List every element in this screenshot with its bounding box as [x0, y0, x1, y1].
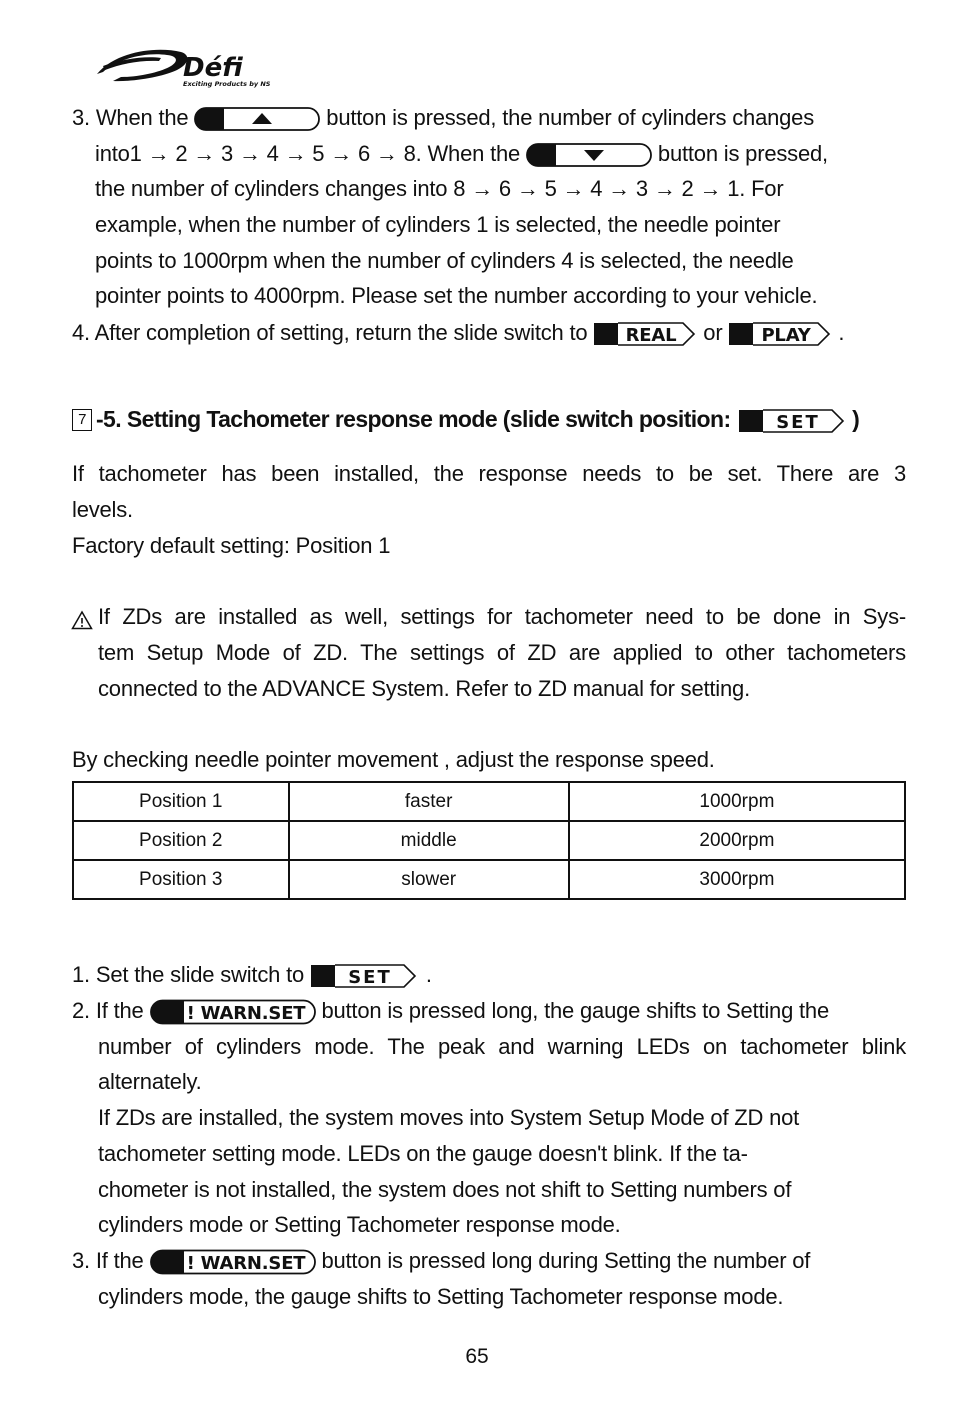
step3b-line1: 3. If the ! WARN.SET button is pressed long during Setting the number of: [72, 1248, 811, 1275]
table-cell: 2000rpm: [569, 821, 905, 860]
step2-line3: alternately.: [98, 1069, 202, 1094]
step2-line1: 2. If the ! WARN.SET button is pressed long, the gauge shifts to Setting the: [72, 998, 830, 1025]
step2-line7: cylinders mode or Setting Tachometer response mode.: [98, 1212, 621, 1237]
real-switch-label: REAL: [625, 325, 677, 347]
section-number: 7: [72, 409, 92, 431]
table-cell: Position 1: [73, 782, 289, 821]
table-cell: Position 2: [73, 821, 289, 860]
step2-line5: tachometer setting mode. LEDs on the gauge doesn't blink. If the ta-: [98, 1141, 748, 1166]
defi-logo: [95, 44, 290, 88]
warning-triangle-icon: [71, 610, 93, 630]
step3b-line2: cylinders mode, the gauge shifts to Setting Tachometer response mode.: [98, 1284, 784, 1309]
warn-set-label: ! WARN.SET: [186, 1003, 305, 1025]
step1-line: 1. Set the slide switch to SET .: [72, 962, 432, 989]
table-cell: middle: [289, 821, 569, 860]
table-intro: By checking needle pointer movement , adjust the response speed.: [72, 747, 715, 772]
warn-set-label: ! WARN.SET: [186, 1253, 305, 1275]
play-switch-label: PLAY: [761, 325, 811, 347]
caution-line3: connected to the ADVANCE System. Refer to ZD manual for setting.: [98, 676, 750, 701]
caution-line1: If ZDs are installed as well, settings for tachometer need to be done in Sys-: [98, 604, 906, 629]
table-row: [73, 821, 905, 860]
set-switch-label: SET: [348, 967, 392, 989]
step3-line5: points to 1000rpm when the number of cylinders 4 is selected, the needle: [95, 248, 794, 273]
step4-line: 4. After completion of setting, return the slide switch to REAL or PLAY .: [72, 320, 845, 347]
table-cell: Position 3: [73, 860, 289, 899]
table-cell: slower: [289, 860, 569, 899]
warn-set-button-icon: [150, 999, 316, 1025]
real-switch-icon: [593, 321, 697, 347]
logo-tagline: Exciting Products by NS: [183, 80, 271, 88]
table-cell: 3000rpm: [569, 860, 905, 899]
intro-line1: If tachometer has been installed, the response needs to be set. There are 3: [72, 461, 906, 486]
warn-set-button-icon: [150, 1249, 316, 1275]
step3-line1: 3. When the button is pressed, the number of cylinders changes: [72, 105, 815, 130]
factory-default: Factory default setting: Position 1: [72, 533, 391, 558]
section-heading: 7 -5. Setting Tachometer response mode (slide switch position: SET ): [72, 406, 859, 434]
page-number: 65: [465, 1345, 489, 1368]
response-table: [72, 781, 906, 900]
step3-line2: into1 → 2 → 3 → 4 → 5 → 6 → 8. When the button is pressed,: [95, 141, 828, 166]
table-row: [73, 782, 905, 821]
step3-line4: example, when the number of cylinders 1 is selected, the needle pointer: [95, 212, 781, 237]
triangle-down-button-icon: [526, 143, 652, 167]
triangle-up-button-icon: [194, 107, 320, 131]
step2-line4: If ZDs are installed, the system moves into System Setup Mode of ZD not: [98, 1105, 800, 1130]
step2-line6: chometer is not installed, the system does not shift to Setting numbers of: [98, 1177, 792, 1202]
table-cell: faster: [289, 782, 569, 821]
logo-wordmark: Défi: [183, 53, 243, 83]
table-cell: 1000rpm: [569, 782, 905, 821]
set-switch-icon: [736, 408, 846, 434]
play-switch-icon: [728, 321, 832, 347]
step3-line3: the number of cylinders changes into 8 → 6 → 5 → 4 → 3 → 2 → 1. For: [95, 176, 784, 201]
caution-line2: tem Setup Mode of ZD. The settings of ZD are applied to other tachometers: [98, 640, 906, 665]
intro-line2: levels.: [72, 497, 133, 522]
set-switch-icon: [310, 963, 420, 989]
step2-line2: number of cylinders mode. The peak and warning LEDs on tachometer blink: [98, 1034, 906, 1059]
set-switch-label: SET: [776, 411, 821, 433]
step3-line6: pointer points to 4000rpm. Please set the number according to your vehicle.: [95, 283, 818, 308]
table-row: [73, 860, 905, 899]
